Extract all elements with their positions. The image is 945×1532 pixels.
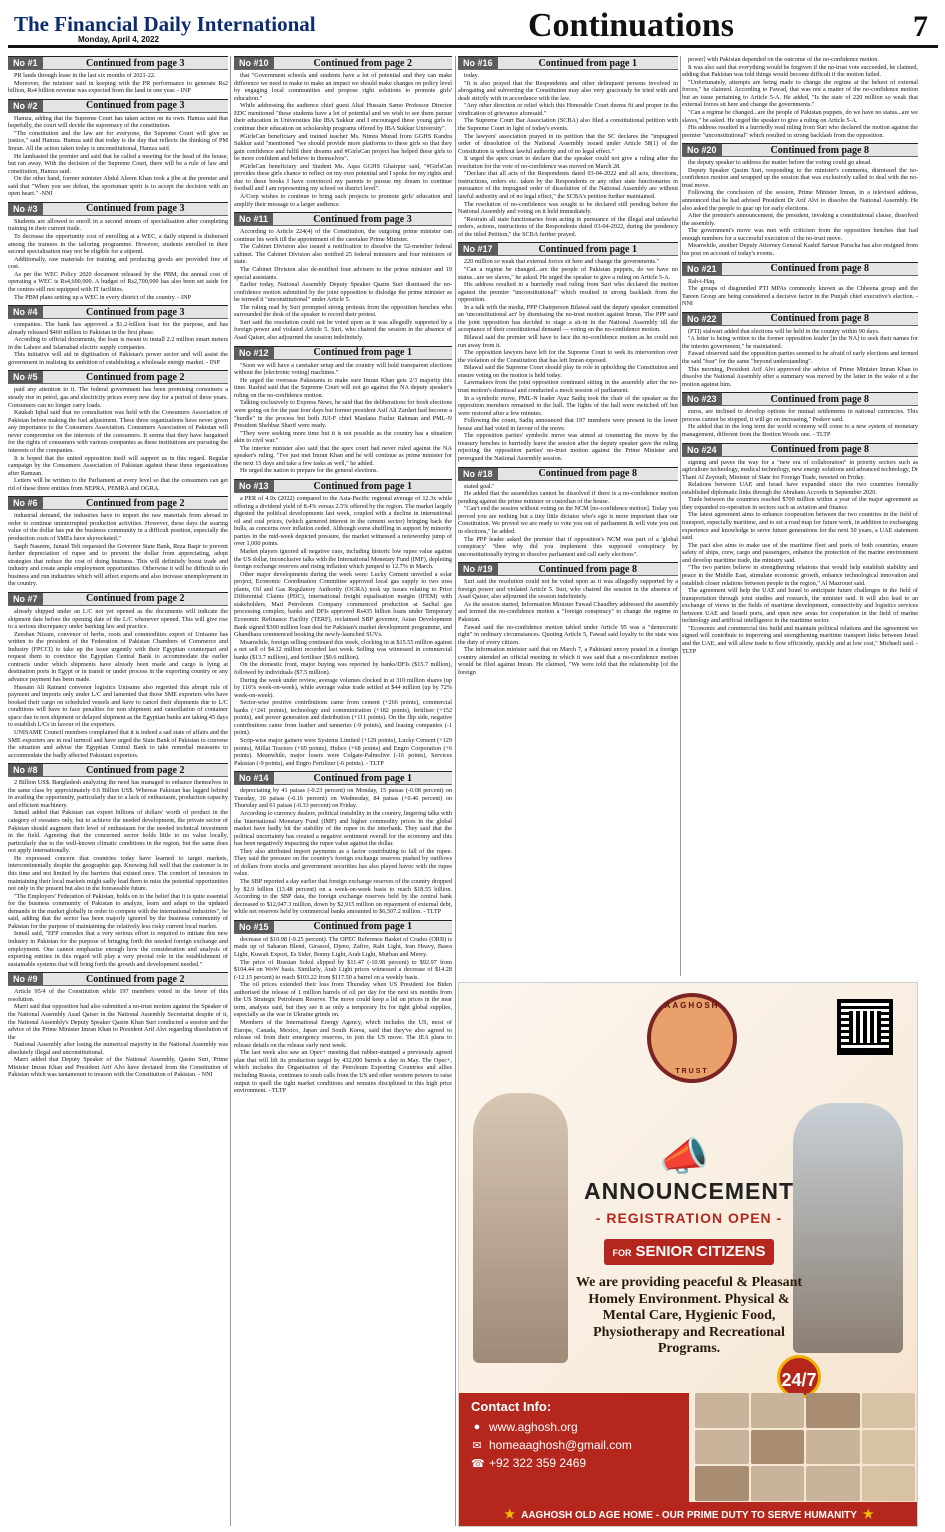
- story-paragraph: The Cabinet Division also de-notified four advisers to the prime minister and 19 special assistants.: [234, 265, 452, 281]
- continued-from-label: Continued from page 3: [86, 57, 185, 69]
- story-body: [234, 495, 452, 767]
- story-paragraph: He urged the overseas Pakistanis to make sure Imran Khan gets 2/3 majority this time. Rashid said that the Supreme Court will not go against the NA deputy speaker's ruling on the no-confidence motion.: [234, 376, 452, 399]
- continued-from-label: Continued from page 2: [313, 57, 412, 69]
- story-paragraph: As the session started, Information Minister Fawad Chaudhry addressed the assembly and termed the no-confidence motion a "foreign conspiracy" to change the regime in Pakistan.: [458, 600, 678, 623]
- story-number: No #21: [682, 263, 722, 275]
- story-number: No #13: [234, 480, 274, 492]
- story-paragraph: "A letter is being written to the former opposition leader [in the NA] to seek their names for the interim government," he maintained.: [682, 335, 918, 350]
- story-body: [8, 115, 228, 198]
- story-number: No #6: [8, 497, 43, 509]
- story-paragraph: He expressed concern that countries today have learned to target markets, intercontinentally despite the geographic gap. Knowing full well that the customer is in this time and not limited by the barriers that existed once. The comfort of investors in maintaining their local markets might sadly lead them to miss the potential opportunities not only in the present but also in the foreseeable future.: [8, 854, 228, 893]
- story-header: [234, 212, 452, 226]
- story-paragraph: His address resulted in a hurriedly read ruling from Suri who declared the motion against the premier "unconstitutional" which resulted in strong backlash from the opposition.: [458, 281, 678, 304]
- story-paragraph: The PBM plans setting up a WEC in every district of the country. - INP: [14, 293, 192, 301]
- advertisement-aaghosh[interactable]: [458, 982, 918, 1527]
- story-paragraph: a PER of 4.9x (2022) compared to the Asia-Pacific regional average of 12.3x while offering a dividend yield of 8.4% versus 2.5% offered by the region. The market largely digested the political developments last week, coupled with a decline in international oil and coal prices, (which garnered interest in the cement sector) bringing back the bulls, as concerns over inflation ceded. Although some shuffling in support by minority parties in the mid-week depicted pressure, the market witnessed a noteworthy jump of over 1,000 points.: [234, 495, 452, 548]
- continued-from-label: Continued from page 8: [770, 144, 869, 156]
- story-body: [458, 578, 678, 676]
- story-paragraph: As per the WEC Policy 2020 document released by the PBM, the annual cost of operating a WEC is Rs4,600,000. A budget of Rs2,700,000 has also been set aside for the centres still not equipped with IT facilities.: [8, 270, 228, 293]
- story-paragraph: 2 Billion US$. Bangladesh analyzing the need has managed to enhance themselves in the same class by approximately 0.6 Billion US$. Whereas Pakistan has lagged behind in availing the opportunity, particularly due to a lack of enthusiasm, production capacity and efficient machinery.: [8, 779, 228, 809]
- story: [8, 972, 228, 1079]
- story-paragraph: Ismail added that Pakistan can export billions of dollars' worth of product in the category of sweaters only, but to achieve the needed development, the private sector of Pakistan should augment their level of enthusiasm for the needed technical investment in the field. Agreeing that the concerned sector holds little to no value locally, particularly due to the well-known climatic conditions in the region, but the same does not apply internationally.: [8, 809, 228, 855]
- story-paragraph: Scrip-wise major gainers were Systems Limited (+129 points), Lucky Cement (+129 points), Millat Tractors (+69 points), Hubco (+68 points) and Engro Corporation (+6 points). Meanwhile, major losers were Colgate-Palmolive (-16 points), Services Pakistan (-9 points), and Engro Fertilizer (-6 points). - TLTP: [234, 737, 452, 767]
- story-paragraph: The government's move was met with criticism from the opposition benches that had enough numbers for a successful execution of the no-trust move.: [682, 227, 918, 242]
- story-paragraph: Talking exclusively to Express News, he said that the deliberations for fresh elections were going on for the past four days but former president Asif Ali Zardari had become a "hurdle" in the process but both JUI-F chief Maulana Fazlur Rahman and PML-N President Shehbaz Sharif were ready.: [234, 399, 452, 430]
- story: [234, 771, 452, 916]
- story-paragraph: They also attributed import payments as a factor contributing to fall of the rupee. They said the pressure on the country's foreign exchange reserves pushed by outflows of dollars from stocks and government securities has also played havoc with the rupee value.: [234, 847, 452, 878]
- story-paragraph: Following the count, Sadiq announced that 197 members were present in the lower house and had voted in favour of the move.: [458, 417, 678, 432]
- story-paragraph: It was also said that everything would be forgiven if the no-trust vote succeeded, he claimed, adding that Pakistan was told things would become difficult if the motion failed.: [682, 63, 918, 79]
- story-body: [682, 159, 918, 257]
- story: [682, 143, 918, 257]
- continued-from-label: Continued from page 2: [86, 371, 185, 383]
- story: [234, 56, 452, 208]
- story-number: No #3: [8, 203, 43, 215]
- story: [682, 443, 918, 656]
- story-paragraph: that "Government schools and students have a lot of potential and they can make difference we need to make to make an impact we should make changes on policy level by engaging local communities and propose right solutions to promote girls' education.": [234, 72, 452, 102]
- story-header: [8, 56, 228, 70]
- story-paragraph: "Restrain all state functionaries from acting in pursuance of the illegal and unlawful orders, actions, instructions of the Respondents dated 03-04-2022, during the pendency of the titled Petition," the SCBA further prayed.: [458, 215, 678, 238]
- story: [234, 212, 452, 341]
- story-paragraph: Zeeshan Nizam, convenor of herbs, roots and commodities export of Unisame has written to the president of the Federation of Pakistan Chambers of Commerce and Industry (FPCCI) to take up the issue urgently with their Egyptian counterpart and request them to convince the Egyptian Central Bank to accommodate the earlier contracts under which shipments have already been made and cargo is lying at destination ports in Egypt or in transit or under process in the exporting country or any advance payment has been made.: [8, 630, 228, 683]
- story-paragraph: Kaukab Iqbal said that no consultation was held with the Consumers Association of Pakistan before making the fuel adjustment. These three organizations have never given any importance to the Consumers Association. Consumers Association of Pakistan will never compromise on the interests of the consumers. It seems that they have bargained for the rights of consumers with various companies as these institutions are pursuing the interests of the companies.: [8, 409, 228, 454]
- story: [682, 312, 918, 389]
- story-paragraph: The interior minister also said that the apex court had never ruled against the NA speaker's ruling. "I've just met Imran Khan and he will continue as prime minister for the next 15 days and take a few tasks as well," he added.: [234, 444, 452, 467]
- story-number: No #9: [8, 973, 43, 985]
- story-body: [458, 72, 678, 238]
- story-paragraph: He added that in the long term the world economy will come to a new system of monetary management, different from the Bretton Woods one. - TLTP: [682, 423, 918, 438]
- story-paragraph: Bilawal said the premier will have to face the no-confidence motion as he could not run away from it.: [458, 334, 678, 349]
- story-paragraph: The lawyers' association prayed in its petition that the SC declares the "impugned order of dissolution of the National Assembly issued under Article 58(1) of the Constitution is without lawful authority and of no legal effect.": [458, 132, 678, 155]
- story-paragraph: Additionally, raw materials for training and producing goods are provided free of cost.: [8, 255, 228, 271]
- phone-number[interactable]: +92 322 359 2469: [489, 1456, 587, 1470]
- story-header: [8, 592, 228, 606]
- column-3: [458, 56, 678, 976]
- story-paragraph: "Declare that all acts of the Respondents dated 03-04-2022 and all acts, directions, instructions, orders etc. taken by the Respondents or any other state functionaries in pursuance of the impugned order of dissolution of the National Assembly are without lawful authority and of no legal effect," the SCBA's petition further maintained.: [458, 170, 678, 200]
- continued-from-label: Continued from page 1: [313, 480, 412, 492]
- masthead: [8, 4, 938, 48]
- story-number: No #1: [8, 57, 43, 69]
- story-body: [682, 56, 918, 139]
- story-header: [458, 242, 678, 256]
- story-number: No #18: [458, 468, 498, 480]
- story-body: [8, 386, 228, 492]
- story-header: [234, 56, 452, 70]
- story-body: [682, 278, 918, 308]
- story-header: [234, 920, 452, 934]
- story-paragraph: The price of Russian Sokol slipped by $11.47 (-10.98 percent) to $92.97 from $104.44 on WoW basis. Similarly, Arab Light prices witnessed a decrease of $14.28 (-12.15 percent) to reach $103.22 from $117.50 a barrel on a weekly basis.: [234, 958, 452, 981]
- story-number: No #24: [682, 444, 722, 456]
- story: [8, 370, 228, 492]
- column-1: [8, 56, 228, 1526]
- story-paragraph: He lambasted the premier and said that he called a meeting for the head of the house, but ran away. With the decision of the Supreme Court, there will be a rule of law and constitution, Hamza said.: [8, 152, 228, 175]
- story-number: No #12: [234, 347, 274, 359]
- aaghosh-logo: [647, 993, 737, 1083]
- story: [8, 496, 228, 588]
- megaphone-icon: 📣: [659, 1134, 709, 1179]
- story-number: No #16: [458, 57, 498, 69]
- story-paragraph: The opposition parties' symbolic move was aimed at countering the move by the treasury benches to hurriedly leave the session after the deputy speaker gave the ruling rejecting the opposition parties' no-trust motion against the Prime Minister and prorogued the National Assembly session.: [458, 432, 678, 462]
- story-paragraph: Lawmakers from the joint opposition continued sitting in the assembly after the no-trust motion's dismissal and conducted a mock session of parliament.: [458, 379, 678, 394]
- story-paragraph: Moreover, the minister said in keeping with the PR performance to generate Rs2 billion, Rs4 billion revenue was expected from the land in one year. - INP: [8, 79, 228, 95]
- story-number: No #22: [682, 313, 722, 325]
- section-title: Continuations: [528, 7, 734, 44]
- star-icon: ★: [862, 1507, 874, 1521]
- continued-from-label: Continued from page 3: [313, 213, 412, 225]
- story-paragraph: The PPP leader asked the premier that if opposition's NCM was part of a 'global conspiracy' "then why did you implement this supposed conspiracy by unconstitutionally trying to dissolve parliament and call early elections".: [458, 535, 678, 558]
- story-header: [682, 143, 918, 157]
- story-paragraph: Following the conclusion of the session, Prime Minister Imran, in a televised address, announced that he had advised President Dr Arif Alvi to dissolve the National Assembly. He also asked the people to gear up for early elections.: [682, 189, 918, 212]
- audience-badge: [604, 1239, 774, 1265]
- service-promise: We are providing peaceful & Pleasant Homely Environment. Physical & Mental Care, Hygienic Food, Physiotherapy and Recreational Programs.: [575, 1275, 803, 1357]
- story-paragraph: Sector-wise positive contributions came from cement (+266 points), commercial banks (+241 points), technology and communication (+182 points), fertiliser (+152 points), and power generation and distribution (+111 points). On the flip side, negative contributions came from leather and tanneries (-9 points), and leasing companies (-1 point).: [234, 699, 452, 737]
- story-paragraph: Rah-i-Haq.: [688, 277, 716, 285]
- story-body: [458, 258, 678, 462]
- continued-from-label: Continued from page 2: [86, 973, 185, 985]
- story-body: [682, 459, 918, 656]
- story-paragraph: euros, are inclined to develop options for mutual settlements in national currencies. This process cannot be stopped, it will go on increasing," Peskov said.: [682, 408, 918, 423]
- elderly-couple-image-2: [793, 1103, 903, 1353]
- continued-from-label: Continued from page 8: [770, 444, 869, 455]
- story-paragraph: signing and paves the way for a "new era of collaboration" in priority sectors such as agriculture technology, medical technology, new energy solutions and advanced technology, Dr Thani Al Zeyoudi, Minister of State for Foreign Trade, tweeted on Friday.: [682, 458, 918, 481]
- story-paragraph: (PTI) stalwart added that elections will be held in the country within 90 days.: [688, 327, 880, 335]
- story: [8, 99, 228, 198]
- story-paragraph: The ruling read by Suri prompted strong protests from the opposition benches who surrounded the desk of the speaker to record their protest.: [234, 303, 452, 319]
- story-paragraph: During the week under review, average volumes clocked in at 310 million shares (up by 116% week-on-week), while average value trade settled at $44 million (up by 72% week-on-week).: [234, 676, 452, 699]
- story-paragraph: He added that the assemblies cannot be dissolved if there is a no-confidence motion pending against the prime minister or custodian of the house.: [458, 490, 678, 505]
- story-paragraph: In a symbolic move, PML-N leader Ayaz Sadiq took the chair of the speaker as the opposition members remained in the hall. The lights of the hall were switched off but were restored after a few minutes.: [458, 394, 678, 417]
- continued-from-label: Continued from page 8: [770, 263, 869, 274]
- story-paragraph: The information minister said that on March 7, a Pakistani envoy posted in a foreign country attended an official meeting in which it was said that a no-confidence motion would be filed against Imran. He claimed, "We were told that the relationship [of the foreign: [458, 646, 678, 676]
- story-paragraph: paid any attention to it. The federal government has been promising consumers a steady rise in petrol, gas and electricity prices every new day for a period of three years. Consumers can no longer carry loads.: [8, 386, 228, 409]
- story-paragraph: It urged the apex court to declare that the speaker could not give a ruling after the resolution for the vote of no-confidence was moved on March 28.: [458, 155, 678, 170]
- announcement-heading: ANNOUNCEMENT: [583, 1178, 795, 1204]
- story: [458, 56, 678, 238]
- story-header: [234, 771, 452, 785]
- story: [8, 305, 228, 366]
- story-paragraph: Marri added that Deputy Speaker of the National Assembly, Qasim Suri, Prime Minister Imran Khan and President Arif Alvi have deviated from the Constitution of Pakistan which was tantamount to treason with the Constitution of Pakistan. - NNI: [8, 1056, 228, 1079]
- story-paragraph: "It is also prayed that the Respondents and other delinquent persons involved in abrogating and subverting the Constitution may also very graciously be tried with and dealt strictly with in accordance with the law.: [458, 79, 678, 102]
- story-header: [682, 392, 918, 406]
- story: [458, 467, 678, 559]
- story-paragraph: #GirlsCan beneficiary and trained teacher Ms. Nimra Murad from GGHS Kandra Sukkur said "mentioned "we should provide more platforms to these girls so that they gain confidence and fulfil their dreams and #GirlsCan project has helped these girls to be more confident and believe in themselves".: [234, 132, 452, 163]
- story-paragraph: National Assembly after losing the numerical majority in the National Assembly was absolutely illegal and unconstitutional.: [8, 1041, 228, 1056]
- story: [458, 242, 678, 462]
- story-header: [458, 56, 678, 70]
- story-paragraph: "The two parties believe in strengthening relations that would help establish stability and peace in the Middle East, stimulate economic growth, enhance technological innovation and establish closer relations between people in the region," Al Mazrouei said.: [682, 564, 918, 587]
- story-paragraph: PR lands through lease in the last six months of 2021-22.: [14, 72, 156, 79]
- story-body: [682, 408, 918, 438]
- continued-from-label: Continued from page 8: [538, 468, 637, 480]
- continued-from-label: Continued from page 2: [86, 593, 185, 605]
- continued-from-label: Continued from page 1: [538, 57, 637, 69]
- story-paragraph: 220 million so weak that external forces sit here and change the governments.": [464, 258, 660, 266]
- story-paragraph: Marri said that opposition had also submitted a no-trust motion against the Speaker of the National Assembly Asad Qaiser in the National Assembly Secretariat despite of it, the National Assembly's Deputy Speaker Qasim Khan Suri conducted a session and the advice of the Prime Minister Imran Khan to President Arif Alvi regarding dissolution of the: [8, 1003, 228, 1041]
- page-number: 7: [913, 10, 928, 43]
- story-header: [458, 467, 678, 481]
- story-number: No #5: [8, 371, 43, 383]
- story-paragraph: depreciating by 41 paisas (-0.23 percent) on Monday, 15 paisas (-0.08 percent) on Tuesday, 30 paisas (-0.16 percent) on Wednesday, 84 paisas (+0.46 percent) on Thursday and 61 paisas (-0.33 percent) on Friday.: [234, 787, 452, 810]
- website-row[interactable]: [471, 1420, 677, 1434]
- story-body: [234, 936, 452, 1095]
- continued-from-label: Continued from page 3: [86, 100, 185, 112]
- star-icon: ★: [504, 1507, 516, 1521]
- story-paragraph: Suri said the resolution could not be voted upon as it was allegedly supported by a foreign power and violated Article 5. Suri, who chaired the session in the absence of Asad Qaiser, also adjourned the session indefinitely.: [234, 318, 452, 341]
- story-body: [8, 988, 228, 1079]
- story-paragraph: To decrease the opportunity cost of enrolling at a WEC, a daily stipend is disbursed among the trainees in the tailoring programme. However, students enrolled in their second specialisation may not be eligible for a stipend.: [8, 233, 228, 256]
- story-paragraph: On the domestic front, major buying was reported by banks/DFIs ($15.7 million), followed by individuals ($7.5 million).: [234, 661, 452, 676]
- contact-info: [459, 1393, 689, 1503]
- elderly-couple-image: [473, 1093, 568, 1363]
- story: [8, 56, 228, 95]
- phone-row[interactable]: [471, 1456, 677, 1470]
- story-paragraph: The agreement will help the UAE and Israel to anticipate future challenges in the field of transportation through joint studies and research, the minister said. It will also lead to an exchange of views in the fields of maritime development, connectivity and logistics services between UAE and Israeli ports, and open new areas for cooperation in the field of marine technology and artificial intelligence in the maritime sector.: [682, 587, 918, 625]
- story-paragraph: The groups of disgruntled PTI MPAs commonly known as the Chheena group and the Tareen Group are being considered a decisive factor in the Punjab chief executive's election. - NNI: [682, 285, 918, 308]
- story-paragraph: Members of the International Energy Agency, which includes the US, most of Europe, Canada, Mexico, Japan and South Korea, said that they've also agreed to release oil from their emergency reserves, to join the US move. The IEA plans to release details on the release early next week.: [234, 1019, 452, 1049]
- story-header: [458, 562, 678, 576]
- story-paragraph: The pact also aims to make use of the maritime fleet and ports of both countries, ensure safety of ships, crew, cargo and passengers, enhance the protection of the marine environment and develop maritime trade, the ministry said.: [682, 541, 918, 564]
- story-paragraph: Bilawal said the Supreme Court should play its role in upholding the Constitution and ensure voting on the motion is held today.: [458, 364, 678, 379]
- story-body: [8, 512, 228, 588]
- paper-name: The Financial Daily International: [14, 12, 316, 36]
- story-body: [8, 779, 228, 968]
- story-paragraph: #GirlsCan beneficiary and Student Ms. Aqsa GGHS Ghairpur said, "#GirlsCan provides these girls chance to reflect on my own potential and I spoke for my rights and due to these books I have convinced my parents to pursue my dream to continue football and I am representing my school on district level".: [234, 162, 452, 193]
- story-paragraph: Letters will be written to the Parliament at every level so that the consumers can get rid of these three entities from NEPRA, PEMRA and OGRA.: [8, 477, 228, 492]
- continued-from-label: Continued from page 1: [313, 772, 412, 784]
- story-paragraph: "Can a regime be changed...are the people of Pakistan puppets, do we have no status...are we slaves," he asked. He urged the speaker to give a ruling on Article 5-A.: [458, 265, 678, 281]
- story-paragraph: On the other hand, former minister Abdul Aleem Khan took a jibe at the premier and said that "When you see defeat, the sportsman spirit is to accept the decision with an open heart." -NNI: [8, 175, 228, 198]
- story-number: No #11: [234, 213, 273, 225]
- story-body: [8, 218, 228, 301]
- story-number: No #15: [234, 921, 274, 933]
- story-paragraph: This initiative will aid in digitisation of Pakistan's power sector and will assist the government in realising its ambition of establishing a wholesale energy market. - INP: [8, 351, 228, 366]
- story-paragraph: The SBP reported a day earlier that foreign exchange reserves of the country dropped by $2.9 billion (13.48 percent) on a week-on-week basis to reach $18.55 billion. According to the SBP data, the foreign exchange reserves held by the central bank decreased to $12,047.3 million, down by $2,915 million on repayment of external debt, while net reserves held by commercial banks amounted to $6,507.2 million. - TLTP: [234, 878, 452, 916]
- continued-from-label: Continued from page 1: [538, 243, 637, 255]
- story-paragraph: "Can a regime be changed...are the people of Pakistan puppets, do we have no status...are we slaves," he asked. He urged the speaker to give a ruling on Article 5-A.: [682, 108, 918, 124]
- story-header: [8, 763, 228, 777]
- story-header: [8, 370, 228, 384]
- column-4: [682, 56, 918, 976]
- story-header: [8, 99, 228, 113]
- story-paragraph: It is hoped that the united opposition itself will support us in this regard. Regular campaign by the Consumers Association of Pakistan against these three organizations after Ramzan.: [8, 454, 228, 477]
- story-header: [8, 202, 228, 216]
- continued-from-label: Continued from page 3: [86, 306, 185, 318]
- story-paragraph: today.: [464, 72, 479, 79]
- story-header: [234, 346, 452, 360]
- story-header: [234, 479, 452, 493]
- logo-text-bottom: TRUST: [675, 1068, 709, 1075]
- story-paragraph: The last week also saw an Opec+ meeting that rubber-stamped a previously agreed plan that will lift its production target by 432,000 barrels a day in May. The Opec+, which includes the Organisation of the Petroleum Exporting Countries and allies including Russia, continues to snub calls from the US and other western powers to raise output to quell the tight market conditions and remains disciplined in this high price environment. - TLTP: [234, 1049, 452, 1095]
- story-paragraph: "They were seeking more time but it is not possible as the country has a situation akin to civil war.": [234, 429, 452, 445]
- mail-icon: ✉: [472, 1439, 482, 1452]
- story-number: No #10: [234, 57, 274, 69]
- story-header: [8, 496, 228, 510]
- story-paragraph: companies. The bank has approved a $1.2-billion loan for the purpose, and has already released $460 million to Pakistan in the first phase.: [8, 321, 228, 336]
- contact-title: Contact Info:: [471, 1399, 552, 1414]
- continued-from-label: Continued from page 8: [770, 313, 869, 325]
- story-header: [8, 305, 228, 319]
- story-body: [234, 787, 452, 916]
- story-paragraph: The opposition lawyers have left for the Supreme Court to seek its intervention over the violation of the Constitution that has left Imran exposed.: [458, 349, 678, 364]
- story-paragraph: "Can't end the session without voting on the NCM [no-confidence motion]. Today you proved you are nothing but a tiny little dictator who's ego is more important than our Constitution. We proved we are ready to vote you out of parliament & will vote you out in elections," he added.: [458, 505, 678, 535]
- story-paragraph: This morning, President Arif Alvi approved the advice of Prime Minister Imran Khan to dissolve the National Assembly after a summary was moved by the latter in the wake of a the motion against him.: [682, 365, 918, 388]
- story-paragraph: Hamza, adding that the Supreme Court has taken action on its own. Hamza said that hopefully, the court will decide the supremacy of the constitution.: [8, 114, 228, 130]
- continued-from-label: Continued from page 1: [313, 347, 412, 359]
- story-paragraph: Suri said the resolution could not be voted upon as it was allegedly supported by a foreign power and violated Article 5. Suri, who chaired the session in the absence of Asad Qaiser, also adjourned the session indefinitely.: [458, 578, 678, 601]
- story-number: No #19: [458, 563, 498, 575]
- story-paragraph: Fawad observed said the opposition parties seemed to be afraid of early elections and termed the said "fear" for the same "beyond understanding".: [682, 350, 918, 365]
- story-body: [8, 608, 228, 759]
- story-paragraph: The Supreme Court Bar Association (SCBA) also filed a constitutional petition with the Supreme Court in light of today's events.: [458, 117, 678, 132]
- photo-collage: [695, 1393, 915, 1501]
- story: [8, 763, 228, 968]
- story: [234, 346, 452, 475]
- column-divider: [680, 56, 681, 976]
- story: [682, 392, 918, 438]
- story-paragraph: "Soon we will have a caretaker setup and the country will hold transparent elections without the [electronic voting] machines.": [234, 361, 452, 377]
- continued-from-label: Continued from page 3: [86, 203, 185, 215]
- story-paragraph: "The Employers' Federation of Pakistan, holds on to the belief that it is quite essential for the business community of Pakistan to analyze, learn and adapt to the updated demands in the market globally in order to compete with the international industries", he said, adding that the sector has been majorly ignored by the business community of Pakistan for the purpose of maintaining the relatively less risky current local market.: [8, 892, 228, 930]
- story-header: [682, 312, 918, 326]
- story-paragraph: "Any other direction or relief which this Honorable Court deems fit and proper in the vindication of grievance aforesaid.": [458, 102, 678, 117]
- footer-text: AAGHOSH OLD AGE HOME - OUR PRIME DUTY TO SERVE HUMANITY: [521, 1510, 857, 1521]
- story-number: No #14: [234, 772, 274, 784]
- story-paragraph: According to currency dealers, political instability in the country, lingering talks with the International Monetary Fund (IMF) and higher commodity prices in the global market have badly hit the stability of the rupee in the interbank. They said that the political uncertainty has created a negative sentiment overall for the economy and this has been negatively impacting the rupee value against the dollar.: [234, 809, 452, 848]
- story-body: [458, 483, 678, 559]
- story-number: No #23: [682, 393, 722, 405]
- column-divider: [230, 56, 231, 1526]
- story-paragraph: Relations between UAE and Israel have expanded since the two countries formally established diplomatic links through the Abraham Accords in September 2020.: [682, 481, 918, 496]
- story-paragraph: already shipped under an L/C not yet opened as the documents will indicate the shipment date before the opening date of the L/C whenever opened. This will give rise to a serious discrepancy under banking law and practice.: [8, 607, 228, 631]
- story-number: No #20: [682, 144, 722, 156]
- story-header: [8, 972, 228, 986]
- story: [234, 479, 452, 767]
- story-paragraph: Ismail said, "EFP concedes that a very serious effort is required to initiate this new industry in Pakistan for the purpose of bringing forth the needed foreign exchange and employment. One cannot emphasize enough how the consideration and analysis of exporting entities in this regard will play a very pivotal role in the establishment of sustainable systems that will bring forth the growth and development needed.": [8, 930, 228, 968]
- issue-date: Monday, April 4, 2022: [78, 35, 159, 44]
- story-paragraph: Hussain Ali Ratnani convenor logistics Unisame also regretted this abrupt rule of payment and imports only under L/C and lamented that those SME exporters who have booked their cargo on scheduled vessels and have to cancel their shipments due to L/C conditions will have to face penalties for non shipment and cancellation of container space due to non shipment or delayed shipment as the Egyptian banks are taking 45 days to establish L/Cs in favour of the exporters.: [8, 683, 228, 729]
- story-body: [234, 72, 452, 208]
- story-body: [234, 228, 452, 341]
- story-paragraph: According to Article 224(4) of the Constitution, the outgoing prime minister can continue his work till the appointment of the caretaker Prime Minister.: [234, 228, 452, 243]
- column-2: [234, 56, 452, 1526]
- ad-footer: [459, 1502, 918, 1526]
- column-divider: [455, 56, 456, 1526]
- story-header: [682, 443, 918, 457]
- phone-icon: ☎: [471, 1457, 485, 1470]
- story-paragraph: Fawad said the no-confidence motion tabled under Article 95 was a "democratic right" in ordinary circumstances. Quoting Article 5, Fawad said loyalty to the state was the duty of every citizen.: [458, 623, 678, 646]
- story: [682, 262, 918, 308]
- story-number: No #7: [8, 593, 43, 605]
- email-link[interactable]: homeaaghosh@gmail.com: [489, 1438, 632, 1452]
- story-paragraph: Earlier today, National Assembly Deputy Speaker Qasim Suri dismissed the no-confidence motion submitted by the joint opposition to dislodge the prime minister as he termed it "unconstitutional" under Article 5.: [234, 281, 452, 304]
- story-paragraph: Deputy Speaker Qasim Suri, responding to the minister's comments, dismissed the no-confidence motion and wrapped up the session that was exclusively called to deal with the no-trust move.: [682, 166, 918, 189]
- story-paragraph: Trade between the countries reached $700 million within a year of the major agreement as they expanded co-operation in sectors such as aviation and finance.: [682, 496, 918, 511]
- story-paragraph: He urged the nation to prepare for the general elections.: [240, 467, 379, 475]
- 24-7-seal: 24/7: [777, 1355, 821, 1399]
- story-number: No #4: [8, 306, 43, 318]
- story-paragraph: power] with Pakistan depended on the outcome of the no-confidence motion.: [688, 56, 879, 63]
- story-paragraph: "The constitution and the law are for everyone, the Supreme Court will give us justice," said Hamza. Hamza said that today is the day that reflects the thinking of PM Imran. All the action taken today is unconstitutional, Hamza said.: [8, 129, 228, 152]
- story-paragraph: industrial demand, the industries have to import the raw materials from abroad in order to continue uninterrupted production activities. However, these days the soaring value of the dollar has put the business community in a difficult position, especially the production costs of SMEs have skyrocketed.": [8, 512, 228, 542]
- story-paragraph: stated goal.": [464, 482, 495, 490]
- continued-from-label: Continued from page 8: [770, 393, 869, 405]
- website-link[interactable]: www.aghosh.org: [489, 1420, 578, 1434]
- story-body: [682, 328, 918, 389]
- story-paragraph: Saqib Naseem, Junaid Teli requested the Governor State Bank, Reza Baqir to prevent further depreciation of rupee and to prevent the dollar from appreciating, adopt strategies that reduce the cost of doing business. This will definitely boost trade and industry and create ample employment opportunities. Otherwise it will be difficult to do business and run industries which will affect exports and also increase unemployment in the country.: [8, 542, 228, 588]
- story-paragraph: His address resulted in a hurriedly read ruling from Suri who declared the motion against the premier "unconstitutional" which resulted in strong backlash from the opposition.: [682, 124, 918, 139]
- story: [234, 920, 452, 1095]
- email-row[interactable]: [471, 1438, 677, 1452]
- story-paragraph: After the premier's announcement, the president, invoking a constitutional clause, dissolved the assembly.: [682, 212, 918, 227]
- story-paragraph: The resolution of no-confidence was sought to be declared still pending before the National Assembly and voting on it held immediately.: [458, 200, 678, 216]
- story-body: [234, 362, 452, 475]
- story-paragraph: While addressing the audience chief guest Altaf Hussain Samo Professor Director EDC mentioned "these students have a lot of potential and we wish to see them pursue their education in Universities like IBA Sukkur and I encouraged these young girls to continue their education on scholarship programs offered by IBA Sukkur University".: [234, 102, 452, 132]
- story-number: No #2: [8, 100, 43, 112]
- story-paragraph: In a talk with the media, PPP Chairperson Bilawal said the deputy speaker committed an 'unconstitutional act' by dismissing the no-trust motion against Imran. The PPP said the joint opposition has decided to stage a sit-in in the National Assembly till the acceptance of their constitutional demand — voting on the no-confidence motion.: [458, 303, 678, 334]
- story-paragraph: Other major developments during the week were: Lucky Cement unveiled a solar project, Economic Coordination Committee approved local gas supply to two urea plants, Oil and Gas Regulatory Authority (OGRA) took up issues relating to Price Differential Claims (PDC), international freight equalisation margin (IFEM) with stakeholders, Mari Petroleum Company commenced production at Sachal gas processing complex, banks and DFIs approved Rs435 billion loans under Temporary Economic Refinance Facility (TERF), reclaimed SBP governor, Asian Development Bank signed $300 million loan deal for Pakistan's market development programme, and Ghandhara commenced booking the newly-launched SUVs.: [234, 570, 452, 639]
- story-paragraph: The Cabinet Division also issued a notification to dissolve the 52-member federal cabinet. The Cabinet Division also notified 25 federal ministers and four ministers of state.: [234, 243, 452, 266]
- story: [8, 202, 228, 301]
- story: [458, 562, 678, 676]
- story-paragraph: The oil prices extended their loss from Thursday when US President Joe Biden authorised the release of 1 million barrels of oil per day for the next six months from the US Strategic Petroleum Reserve. The move could keep a lid on prices in the near term, analysts said, but they see it as only a temporary fix for tight global supplies, especially as the war in Ukraine grinds on.: [234, 981, 452, 1019]
- story: [682, 56, 918, 139]
- registration-open: - REGISTRATION OPEN -: [595, 1210, 783, 1226]
- story-paragraph: the deputy speaker to address the matter before the voting could go ahead.: [688, 159, 872, 167]
- story-paragraph: Students are allowed to enroll in a second stream of specialisation after completing training in their current trade.: [8, 217, 228, 233]
- story-paragraph: "Unfortunately, attempts are being made to change the regime at the behest of external forces," he claimed. According to Fawad, that was not a matter of the no-confidence motion but an issue pertaining to Article 5-A. He added, "Is the state of 220 million so weak that external forces sit here and change the governments.": [682, 78, 918, 109]
- logo-text-top: AAGHOSH: [664, 1001, 720, 1010]
- qr-code[interactable]: [837, 999, 893, 1055]
- continued-from-label: Continued from page 2: [86, 497, 185, 509]
- story-paragraph: A/Corp wishes to continue to bring such projects to promote girls' education and amplify their message to a larger audience.: [234, 193, 452, 208]
- story-body: [8, 72, 228, 95]
- story-paragraph: The latest agreement aims to enhance cooperation between the two countries in the field of transport, especially maritime, and to set a road map for future work, in addition to exchanging experience and knowledge to serve future generations for the next 50 years, a UAE statement said.: [682, 511, 918, 542]
- story-paragraph: Article 95/4 of the Constitution while 197 members voted in the favor of this resolution.: [8, 988, 228, 1003]
- story-paragraph: UNISAME Council members complained that it is indeed a sad state of affairs and the SME exporters are in real turmoil and have urged the State Bank of Pakistan to convene the situation and advise the Egyptian Central Bank to take remedial measures to accommodate the badly affected Pakistani exporters.: [8, 728, 228, 759]
- audience-label: SENIOR CITIZENS: [635, 1243, 766, 1260]
- story-header: [682, 262, 918, 276]
- continued-from-label: Continued from page 8: [538, 563, 637, 575]
- story-body: [8, 321, 228, 366]
- story-paragraph: According to official documents, the loan is meant to install 2.2 million smart meters in the Lahore and Islamabad electric supply companies.: [8, 336, 228, 351]
- story-paragraph: Market players ignored all negative cues, including historic low rupee value against the US dollar, inconclusive talks with the International Monetary Fund (IMF), depleting foreign exchange reserves and rising inflation which jumped to 12.7% in March.: [234, 547, 452, 571]
- story-number: No #17: [458, 243, 498, 255]
- continued-from-label: Continued from page 1: [313, 921, 412, 933]
- story: [8, 592, 228, 759]
- continued-from-label: Continued from page 2: [86, 764, 185, 776]
- story-paragraph: decrease of $10.98 (-9.25 percent). The OPEC Reference Basket of Crudes (ORB) is made up of Saharan Blend, Girassol, Djeno, Zafiro, Rabi Light, Iran Heavy, Basra Light, Kuwait Export, Es Sider, Bonny Light, Arab Light, Murban and Merey.: [234, 935, 452, 958]
- story-paragraph: "Economic and commercial ties build and maintain political relations and the agreement we signed will contribute to improving and strengthening maritime transport links between Israel and the UAE, and will allow trade to flow efficiently, quickly and at low cost," Michaeli said. - TLTP: [682, 624, 918, 655]
- story-paragraph: Meanwhile, foreign selling continued this week, clocking in at $15.55 million against a net sell of $4.12 million recorded last week. Selling was witnessed in commercial banks ($13.7 million), and fertiliser ($0.6 million).: [234, 638, 452, 661]
- for-label: FOR: [612, 1248, 632, 1258]
- globe-icon: ●: [473, 1421, 481, 1433]
- story-number: No #8: [8, 764, 43, 776]
- story-paragraph: Meanwhile, another Deputy Attorney General Kashif Sarwar Paracha has also resigned from his post on account of today's events.: [682, 242, 918, 257]
